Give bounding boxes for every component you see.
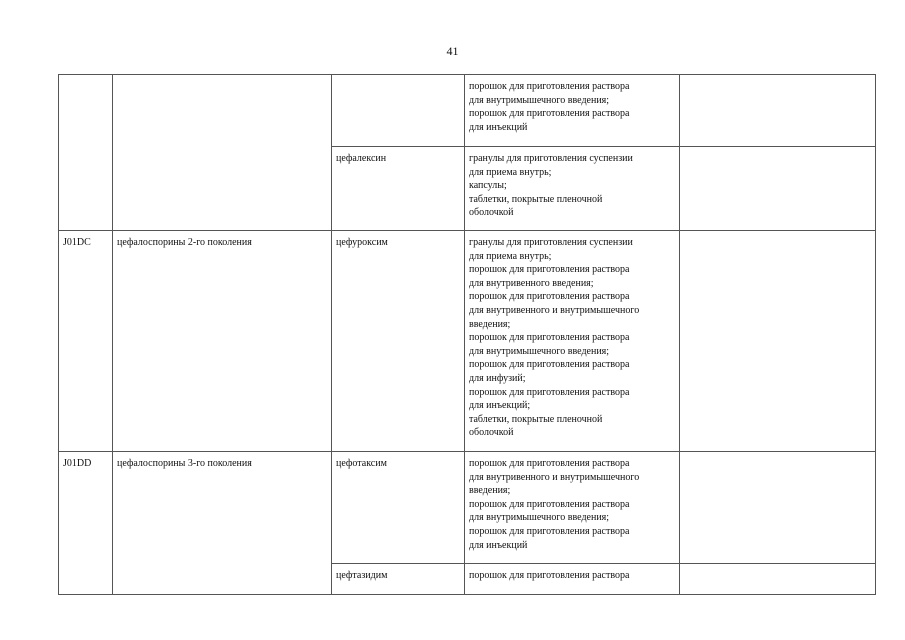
dosage-form-line: порошок для приготовления раствора <box>469 525 630 537</box>
drug-name-cell: цефтазидим <box>332 564 465 595</box>
dosage-form-line: таблетки, покрытые пленочной <box>469 193 603 205</box>
drug-name-cell: цефотаксим <box>332 452 465 564</box>
dosage-form-line: таблетки, покрытые пленочной <box>469 413 603 425</box>
dosage-forms-cell <box>465 231 680 452</box>
note-cell <box>680 231 876 452</box>
table-row <box>59 231 876 452</box>
drug-name-cell <box>332 75 465 147</box>
dosage-form-line: для внутривенного введения; <box>469 277 594 289</box>
group-name-cell <box>113 75 332 231</box>
table-row <box>59 75 876 147</box>
note-cell <box>680 75 876 147</box>
group-name-cell: цефалоспорины 2-го поколения <box>113 231 332 452</box>
note-cell <box>680 564 876 595</box>
dosage-forms-cell <box>465 75 680 147</box>
dosage-forms-cell <box>465 147 680 231</box>
atc-code-cell: J01DD <box>59 452 113 595</box>
dosage-form-line: оболочкой <box>469 427 514 439</box>
atc-code-cell <box>59 75 113 231</box>
dosage-form-line: для внутримышечного введения; <box>469 512 610 524</box>
note-cell <box>680 452 876 564</box>
drug-name-cell: цефалексин <box>332 147 465 231</box>
dosage-form-line: оболочкой <box>469 207 514 219</box>
dosage-form-line: для приема внутрь; <box>469 250 552 262</box>
group-name-cell: цефалоспорины 3-го поколения <box>113 452 332 595</box>
table-row <box>59 452 876 564</box>
drug-table <box>58 74 876 595</box>
dosage-form-line: введения; <box>469 485 511 497</box>
note-cell <box>680 147 876 231</box>
dosage-form-line: для инфузий; <box>469 372 526 384</box>
dosage-form-line: для внутривенного и внутримышечного <box>469 471 640 483</box>
dosage-form-line: введения; <box>469 318 511 330</box>
dosage-form-line: гранулы для приготовления суспензии <box>469 237 633 248</box>
dosage-form-line: порошок для приготовления раствора <box>469 81 630 92</box>
atc-code-cell: J01DC <box>59 231 113 452</box>
dosage-form-line: порошок для приготовления раствора <box>469 458 630 469</box>
dosage-form-line: капсулы; <box>469 180 507 192</box>
dosage-form-line: порошок для приготовления раствора <box>469 264 630 276</box>
dosage-form-line: для внутривенного и внутримышечного <box>469 304 640 316</box>
dosage-form-line: для инъекций <box>469 121 528 133</box>
page-number: 41 <box>446 44 459 58</box>
dosage-forms-cell <box>465 452 680 564</box>
dosage-form-line: гранулы для приготовления суспензии <box>469 153 633 164</box>
dosage-form-line: порошок для приготовления раствора <box>469 108 630 120</box>
drug-name-cell: цефуроксим <box>332 231 465 452</box>
dosage-form-line: для внутримышечного введения; <box>469 94 610 106</box>
dosage-forms-cell <box>465 564 680 595</box>
dosage-form-line: порошок для приготовления раствора <box>469 498 630 510</box>
dosage-form-line: для внутримышечного введения; <box>469 345 610 357</box>
dosage-form-line: порошок для приготовления раствора <box>469 570 630 581</box>
dosage-form-line: порошок для приготовления раствора <box>469 332 630 344</box>
dosage-form-line: для инъекций; <box>469 400 531 412</box>
dosage-form-line: для инъекций <box>469 539 528 551</box>
dosage-form-line: порошок для приготовления раствора <box>469 291 630 303</box>
dosage-form-line: порошок для приготовления раствора <box>469 386 630 398</box>
dosage-form-line: порошок для приготовления раствора <box>469 359 630 371</box>
dosage-form-line: для приема внутрь; <box>469 166 552 178</box>
